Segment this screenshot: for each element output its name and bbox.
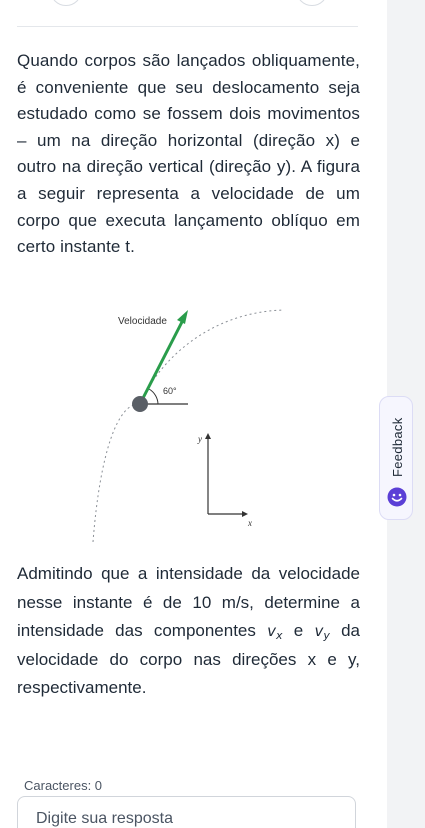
vx-sub: x: [276, 629, 283, 642]
feedback-label: Feedback: [390, 417, 405, 477]
angle-label: 60°: [163, 386, 177, 396]
velocity-arrow-shaft: [140, 318, 184, 404]
projectile-body: [132, 396, 148, 412]
vx-symbol: [267, 622, 282, 640]
divider: [17, 26, 358, 27]
question-intro: [17, 48, 360, 261]
angle-arc: [149, 389, 158, 404]
vy-base: v: [314, 622, 324, 640]
question-prompt-paragraph: [17, 560, 360, 703]
projectile-figure: [88, 302, 288, 552]
option-circle-right[interactable]: [296, 0, 328, 6]
prompt-part2: da velocidade do corpo nas direções x e y, respectivamente.: [17, 621, 360, 697]
y-axis-label: y: [198, 434, 202, 444]
smiley-icon: [387, 487, 407, 512]
question-intro-text: Quando corpos são lançados obliquamente, é conveniente que seu deslocamento seja estudado como se fossem dois movimentos – um na direção horizontal (direção x) e outro na direção vertical (direção y). A figura a seguir representa a velocidade de um corpo que executa lançamento oblíquo em certo instante t.: [17, 51, 360, 257]
connector: e: [282, 621, 315, 640]
question-prompt: [17, 560, 360, 703]
answer-placeholder: Digite sua resposta: [36, 810, 173, 827]
vx-base: v: [267, 622, 277, 640]
velocity-label: Velocidade: [118, 316, 167, 327]
feedback-button[interactable]: [379, 396, 413, 520]
projectile-diagram: [88, 302, 288, 552]
vy-symbol: [314, 622, 329, 640]
x-axis-arrowhead: [242, 511, 248, 517]
velocity-arrowhead: [177, 310, 188, 324]
prompt-part1: Admitindo que a intensidade da velocidade nesse instante é de 10 m/s, determine a intensidade das componentes: [17, 564, 360, 640]
character-count: Caracteres: 0: [24, 778, 103, 793]
option-circle-left[interactable]: [50, 0, 82, 6]
vy-sub: y: [323, 629, 330, 642]
x-axis-label: x: [248, 518, 252, 528]
y-axis-arrowhead: [205, 433, 211, 439]
trajectory-dashed-path: [93, 310, 284, 542]
answer-input[interactable]: [17, 796, 356, 828]
